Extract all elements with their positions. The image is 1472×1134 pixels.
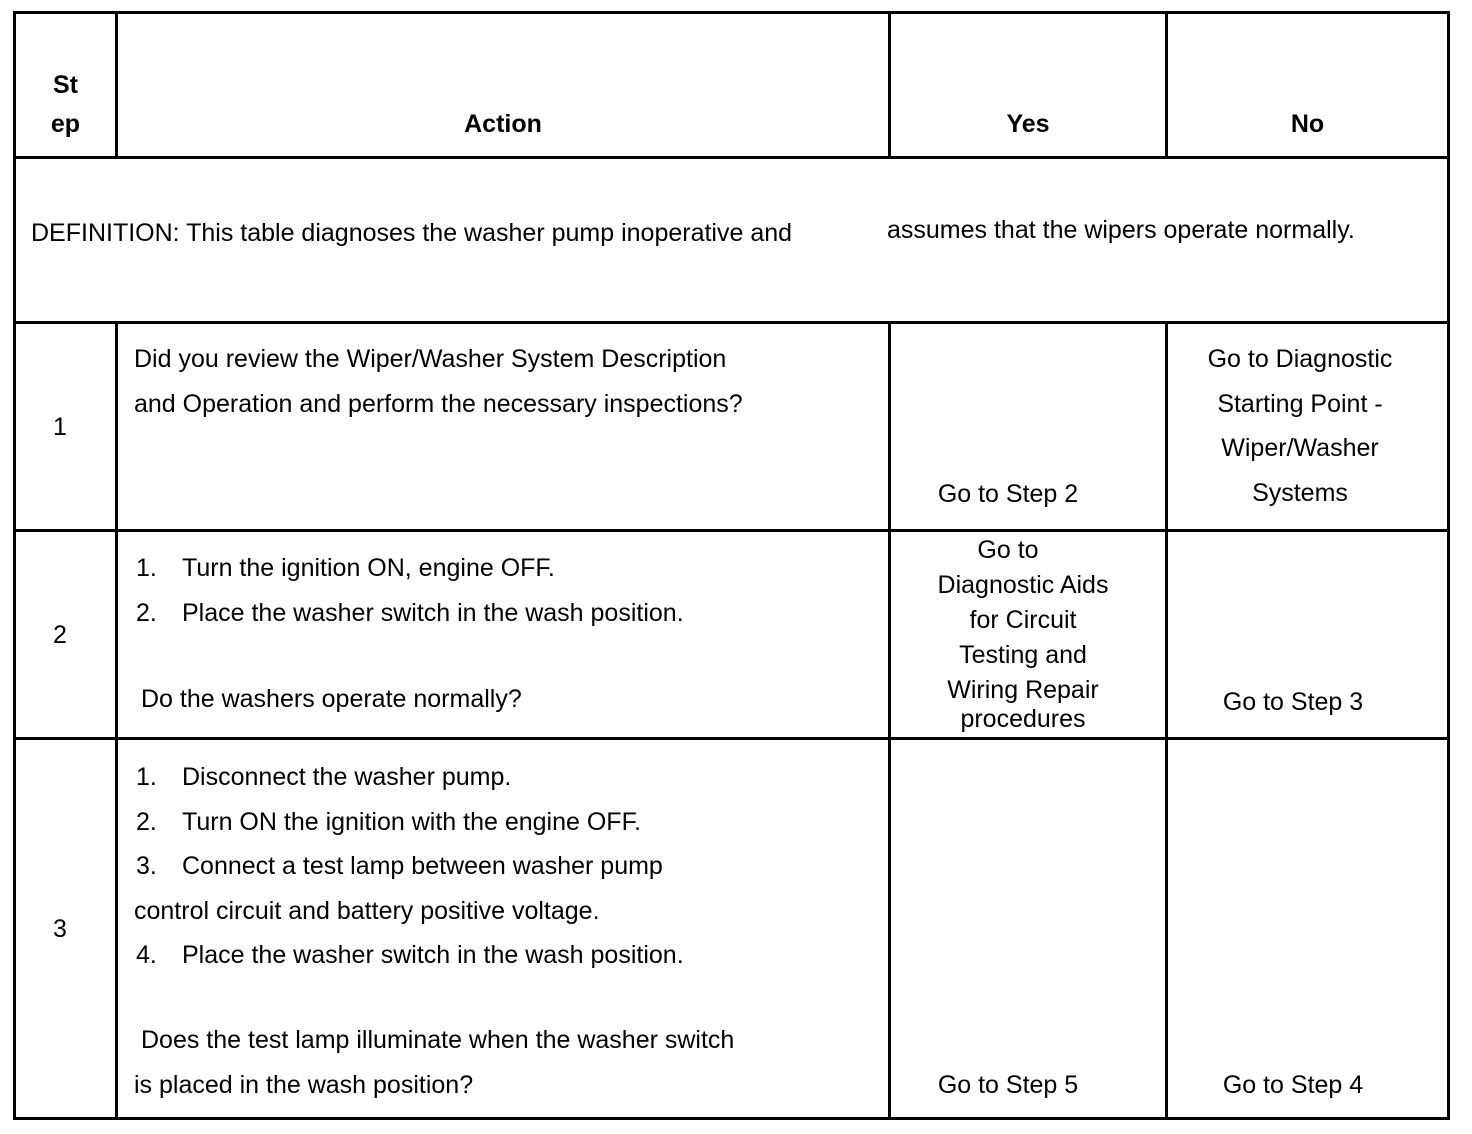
table-border-bottom — [13, 1117, 1450, 1120]
action-question — [134, 1018, 734, 1107]
definition-text-continued: assumes that the wipers operate normally. — [887, 216, 1355, 244]
column-divider — [115, 322, 118, 1119]
step-text: Place the washer switch in the wash position. — [182, 598, 684, 627]
row-divider — [13, 737, 1450, 740]
step-index: 2. — [136, 598, 157, 627]
yes-result-line: Wiring Repair — [947, 676, 1099, 704]
action-line: Did you review the Wiper/Washer System Description — [134, 345, 727, 373]
yes-result-line: procedures — [960, 705, 1086, 733]
action-cell — [136, 546, 684, 635]
step-number: 1 — [53, 413, 67, 441]
action-step — [134, 755, 684, 800]
header-step-line: St — [53, 71, 78, 99]
table-border-left — [13, 11, 16, 1120]
no-result-line: Starting Point - — [1217, 389, 1383, 418]
step-index: 3. — [136, 852, 157, 880]
question-line: is placed in the wash position? — [134, 1070, 474, 1099]
column-divider — [888, 322, 891, 1119]
action-step — [136, 546, 684, 591]
yes-result-line: Diagnostic Aids — [937, 571, 1109, 599]
step-number: 3 — [53, 915, 67, 943]
yes-result-line: Go to — [977, 536, 1039, 564]
yes-result — [893, 533, 1153, 737]
step-index: 4. — [136, 941, 157, 969]
header-yes: Yes — [1006, 110, 1050, 138]
step-index: 2. — [136, 807, 157, 836]
step-number: 2 — [53, 621, 67, 649]
no-result: Go to Step 3 — [1222, 688, 1364, 716]
header-step — [16, 66, 115, 144]
step-text: Turn the ignition ON, engine OFF. — [182, 554, 555, 582]
no-result-line: Wiper/Washer — [1221, 434, 1379, 462]
header-divider — [13, 156, 1450, 159]
action-step — [134, 844, 684, 889]
step-text: Place the washer switch in the wash position. — [182, 941, 684, 969]
yes-result-line: Testing and — [959, 641, 1087, 669]
action-question: Do the washers operate normally? — [141, 685, 522, 713]
yes-result-line: for Circuit — [969, 606, 1077, 634]
action-step-continued — [134, 889, 684, 934]
step-index: 1. — [136, 763, 157, 791]
header-action: Action — [464, 110, 542, 138]
question-line: Does the test lamp illuminate when the washer switch — [141, 1026, 735, 1054]
action-line: and Operation and perform the necessary inspections? — [134, 389, 743, 418]
definition-divider — [13, 321, 1450, 324]
table-border-right — [1447, 11, 1450, 1120]
diagnostic-table — [13, 11, 1450, 1120]
no-result: Go to Step 4 — [1222, 1071, 1364, 1099]
step-text: Connect a test lamp between washer pump — [182, 852, 663, 880]
step-text: Turn ON the ignition with the engine OFF. — [182, 807, 642, 836]
definition-text: DEFINITION: This table diagnoses the washer pump inoperative and — [31, 219, 793, 247]
table-border-top — [13, 11, 1450, 14]
action-step — [136, 591, 684, 636]
no-result-line: Go to Diagnostic — [1207, 345, 1393, 373]
row-divider — [13, 529, 1450, 532]
step-text: Disconnect the washer pump. — [182, 763, 512, 791]
action-step — [134, 800, 684, 845]
no-result — [1168, 337, 1432, 515]
step-text: control circuit and battery positive voltage. — [134, 896, 600, 925]
no-result-line: Systems — [1252, 478, 1348, 507]
action-cell — [134, 337, 743, 426]
yes-result: Go to Step 5 — [937, 1071, 1079, 1099]
yes-result: Go to Step 2 — [937, 480, 1079, 508]
header-no: No — [1290, 110, 1325, 138]
action-step — [134, 933, 684, 978]
step-index: 1. — [136, 554, 157, 582]
action-cell — [134, 755, 684, 978]
header-step-line: ep — [50, 110, 81, 138]
